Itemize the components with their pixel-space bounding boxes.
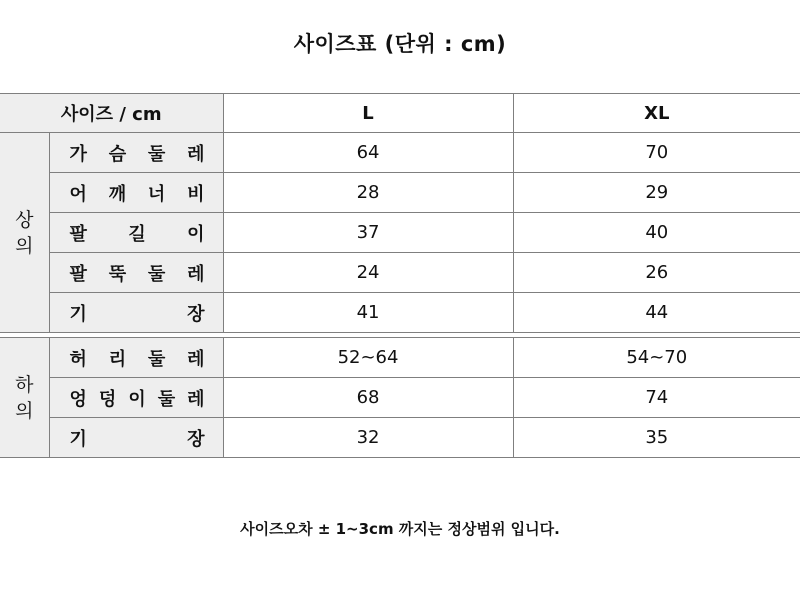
row-label: 엉 덩 이 둘 레 [49, 378, 223, 418]
row-label: 허 리 둘 레 [49, 338, 223, 378]
table-row [0, 338, 800, 378]
value-cell: 41 [223, 293, 513, 333]
table-row [0, 293, 800, 333]
row-label: 팔 뚝 둘 레 [49, 253, 223, 293]
row-label: 기 장 [49, 293, 223, 333]
value-cell: 68 [223, 378, 513, 418]
row-label: 기 장 [49, 418, 223, 458]
value-cell: 44 [513, 293, 800, 333]
header-size-l: L [223, 94, 513, 133]
value-cell: 37 [223, 213, 513, 253]
value-cell: 26 [513, 253, 800, 293]
value-cell: 35 [513, 418, 800, 458]
value-cell: 54~70 [513, 338, 800, 378]
row-label: 팔 길 이 [49, 213, 223, 253]
header-size-label: 사이즈 / cm [0, 94, 223, 133]
value-cell: 52~64 [223, 338, 513, 378]
value-cell: 74 [513, 378, 800, 418]
value-cell: 40 [513, 213, 800, 253]
group-label-bottom: 하 의 [0, 338, 49, 458]
table-row [0, 253, 800, 293]
group-label-top: 상 의 [0, 133, 49, 333]
row-label: 가 슴 둘 레 [49, 133, 223, 173]
size-tolerance-note: 사이즈오차 ± 1~3cm 까지는 정상범위 입니다. [240, 520, 560, 538]
table-row [0, 173, 800, 213]
value-cell: 32 [223, 418, 513, 458]
table-row [0, 378, 800, 418]
header-size-xl: XL [513, 94, 800, 133]
row-label: 어 깨 너 비 [49, 173, 223, 213]
value-cell: 70 [513, 133, 800, 173]
table-header-row [0, 94, 800, 133]
size-table [0, 93, 800, 458]
table-row [0, 133, 800, 173]
table-row [0, 418, 800, 458]
value-cell: 24 [223, 253, 513, 293]
value-cell: 64 [223, 133, 513, 173]
table-row [0, 213, 800, 253]
value-cell: 29 [513, 173, 800, 213]
value-cell: 28 [223, 173, 513, 213]
page-title: 사이즈표 (단위 : cm) [293, 32, 507, 56]
